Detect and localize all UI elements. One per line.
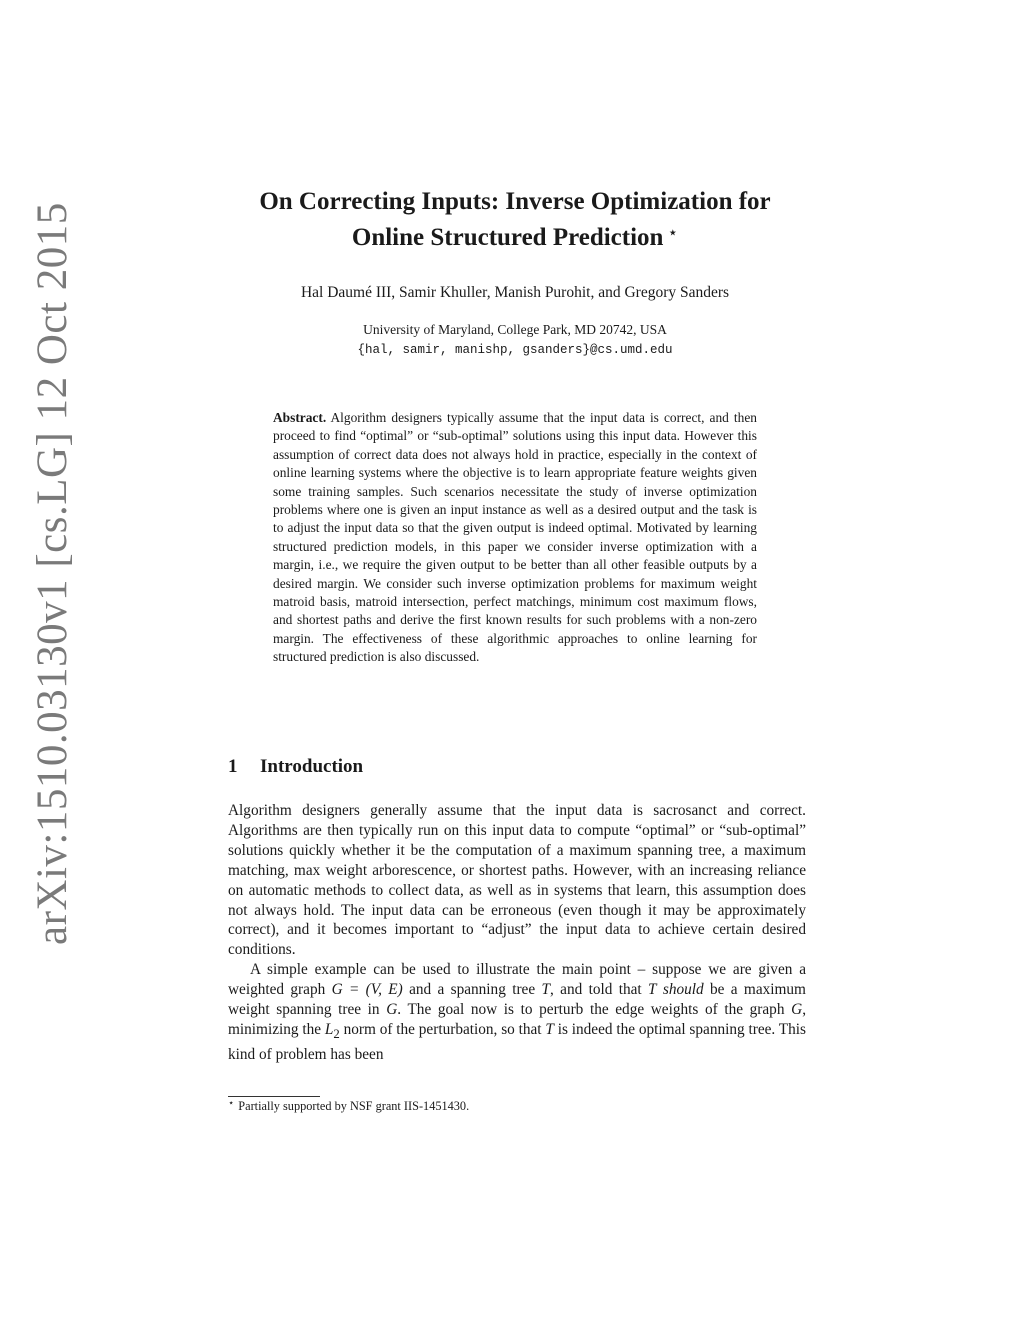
footnote-marker: ⋆: [228, 1098, 235, 1109]
section-number: 1: [228, 756, 238, 777]
title-footnote-marker: ⋆: [667, 223, 679, 242]
p2-text-b: and a spanning tree: [409, 981, 536, 999]
affiliation: [160, 320, 870, 360]
title-line-2: [160, 217, 870, 253]
abstract-label: Abstract.: [273, 410, 327, 425]
p2-text-a: A simple example can be used to illustrate the main point – suppose we are given a weighted graph: [228, 961, 806, 999]
abstract: [273, 409, 757, 667]
math-graph: G = (V, E): [331, 981, 403, 999]
math-G: G: [386, 1001, 398, 1019]
section-title: Introduction: [260, 756, 364, 777]
p2-text-f: , minimizing the: [228, 1001, 807, 1038]
p2-text-h: is indeed the optimal spanning tree. This kind of problem has been: [228, 1020, 806, 1063]
section-heading: [228, 756, 363, 778]
math-T: T: [545, 1020, 554, 1038]
arxiv-stamp: arXiv:1510.03130v1 [cs.LG] 12 Oct 2015: [29, 202, 76, 945]
title-line-1: On Correcting Inputs: Inverse Optimization for: [259, 188, 771, 215]
math-G: G: [791, 1001, 803, 1019]
institution: University of Maryland, College Park, MD 20742, USA: [363, 322, 667, 337]
intro-paragraph-2: [228, 960, 806, 1065]
p2-text-e: . The goal now is to perturb the edge weights of the graph: [397, 1001, 785, 1019]
p2-text-d: be a maximum weight spanning tree in: [228, 981, 806, 1019]
title-line-2-text: Online Structured Prediction: [351, 224, 664, 251]
intro-body: [228, 801, 806, 1065]
abstract-text: Algorithm designers typically assume that the input data is correct, and then proceed to find “optimal” or “sub-optimal” solutions using this input data. However this assumption of correct data does not always hold in practice, especially in the context of online learning systems where the objective is to learn appropriate feature weights given some training samples. Such scenarios necessitate the study of inverse optimization problems where one is given an input instance as well as a desired output and the task is to adjust the input data so that the given output is indeed optimal. Motivated by learning structured prediction models, in this paper we consider inverse optimization with a margin, i.e., we require the given output to be better than all other feasible outputs by a desired margin. We consider such inverse optimization problems for maximum weight matroid basis, matroid intersection, perfect matchings, minimum cost maximum flows, and shortest paths and derive the first known results for such problems with a non-zero margin. The effectiveness of these algorithmic approaches to online learning for structured prediction is also discussed.: [273, 410, 757, 665]
authors: Hal Daumé III, Samir Khuller, Manish Purohit, and Gregory Sanders: [300, 284, 730, 301]
footnote-text: Partially supported by NSF grant IIS-1451430.: [238, 1099, 470, 1113]
emph-should: should: [662, 981, 704, 999]
p2-text-g: norm of the perturbation, so that: [343, 1020, 542, 1038]
math-T: T: [648, 981, 657, 999]
math-T: T: [541, 981, 550, 999]
p2-text-c: , and told that: [549, 981, 642, 999]
math-L-subscript: 2: [333, 1027, 340, 1042]
footnote-rule: [228, 1096, 320, 1097]
intro-paragraph-1: Algorithm designers generally assume that the input data is sacrosanct and correct. Algorithms are then typically run on this input data to compute “optimal” or “sub-optimal” solutions quickly whether it be the computation of a maximum spanning tree, a maximum matching, max weight arborescence, or shortest paths. However, with an increasing reliance on automatic methods to collect data, as well as in systems that learn, this assumption does not always hold. The input data can be erroneous (even though it may be approximately correct), and it becomes important to “adjust” the input data to achieve certain desired conditions.: [228, 802, 806, 959]
paper-title: [160, 186, 870, 253]
emails: {hal, samir, manishp, gsanders}@cs.umd.edu: [357, 343, 673, 357]
math-L: L: [324, 1020, 334, 1038]
footnote: [228, 1098, 469, 1114]
